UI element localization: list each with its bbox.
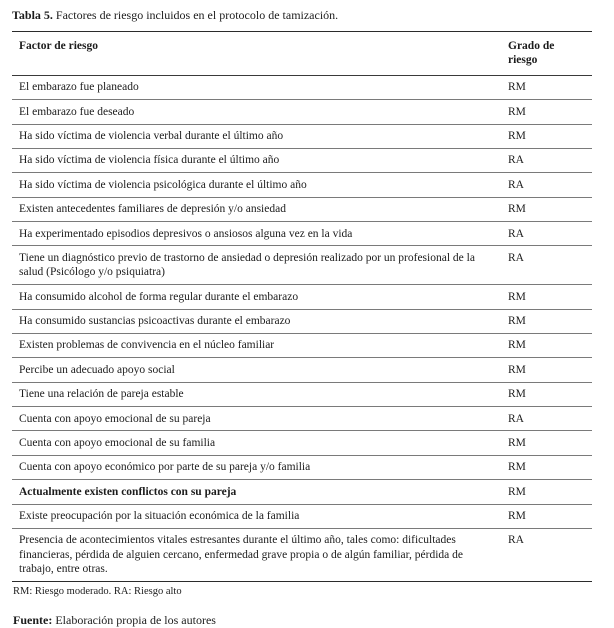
grade-cell: RM (501, 100, 592, 124)
table-row (12, 197, 592, 221)
source-line (13, 613, 602, 628)
header-grade: Grado de riesgo (501, 32, 592, 76)
table-row (12, 124, 592, 148)
risk-factors-table (12, 31, 592, 582)
table-caption (12, 8, 602, 23)
header-row (12, 32, 592, 76)
grade-cell: RM (501, 455, 592, 479)
table-row (12, 407, 592, 431)
factor-cell: Ha sido víctima de violencia física durante el último año (12, 148, 501, 172)
factor-cell: Ha consumido sustancias psicoactivas durante el embarazo (12, 309, 501, 333)
factor-cell: Ha experimentado episodios depresivos o ansiosos alguna vez en la vida (12, 222, 501, 246)
factor-cell: El embarazo fue planeado (12, 75, 501, 99)
grade-cell: RM (501, 358, 592, 382)
table-row (12, 358, 592, 382)
grade-cell: RA (501, 173, 592, 197)
grade-cell: RA (501, 407, 592, 431)
grade-cell: RM (501, 382, 592, 406)
table-footnote: RM: Riesgo moderado. RA: Riesgo alto (13, 586, 182, 597)
factor-cell: Ha sido víctima de violencia verbal durante el último año (12, 124, 501, 148)
grade-cell: RM (501, 504, 592, 528)
table-row (12, 309, 592, 333)
table-row (12, 382, 592, 406)
grade-cell: RM (501, 197, 592, 221)
grade-cell: RM (501, 124, 592, 148)
table-row (12, 173, 592, 197)
grade-cell: RM (501, 431, 592, 455)
table-row (12, 431, 592, 455)
grade-cell: RM (501, 75, 592, 99)
grade-cell: RM (501, 480, 592, 504)
factor-cell: Percibe un adecuado apoyo social (12, 358, 501, 382)
table-row (12, 504, 592, 528)
table-header (12, 32, 592, 76)
factor-cell: Ha sido víctima de violencia psicológica durante el último año (12, 173, 501, 197)
factor-cell: Existen problemas de convivencia en el núcleo familiar (12, 333, 501, 357)
table-row (12, 333, 592, 357)
table-row (12, 75, 592, 99)
table-row (12, 100, 592, 124)
table-row (12, 480, 592, 504)
table-caption-label: Tabla 5. (12, 8, 53, 22)
table-row (12, 455, 592, 479)
factor-cell: Cuenta con apoyo emocional de su pareja (12, 407, 501, 431)
table-row (12, 246, 592, 285)
table-row (12, 285, 592, 309)
table-row (12, 528, 592, 581)
source-text: Elaboración propia de los autores (52, 613, 216, 627)
factor-cell: El embarazo fue deseado (12, 100, 501, 124)
table-caption-text: Factores de riesgo incluidos en el protocolo de tamización. (52, 8, 339, 22)
factor-cell: Tiene un diagnóstico previo de trastorno de ansiedad o depresión realizado por un profesional de la salud (Psicólogo y/o psiquiatra) (12, 246, 501, 285)
grade-cell: RM (501, 309, 592, 333)
table-body (12, 75, 592, 581)
grade-cell: RA (501, 222, 592, 246)
header-factor: Factor de riesgo (12, 32, 501, 76)
grade-cell: RA (508, 534, 524, 547)
factor-cell: Actualmente existen conflictos con su pareja (12, 480, 501, 504)
table-row (12, 148, 592, 172)
source-label: Fuente: (13, 613, 53, 627)
grade-cell: RM (501, 285, 592, 309)
factor-cell: Existe preocupación por la situación económica de la familia (12, 504, 501, 528)
grade-cell: RA (501, 148, 592, 172)
grade-cell: RA (501, 246, 592, 285)
factor-cell: Cuenta con apoyo económico por parte de su pareja y/o familia (12, 455, 501, 479)
factor-cell: Ha consumido alcohol de forma regular durante el embarazo (12, 285, 501, 309)
factor-cell: Tiene una relación de pareja estable (12, 382, 501, 406)
table-row (12, 222, 592, 246)
factor-cell: Presencia de acontecimientos vitales estresantes durante el último año, tales como: dificultades financieras, pérdida de alguien cercano, enfermedad grave propia o de algún familiar, pérdida de trabajo, entre otras. (19, 534, 463, 576)
factor-cell: Existen antecedentes familiares de depresión y/o ansiedad (12, 197, 501, 221)
grade-cell: RM (501, 333, 592, 357)
factor-cell: Cuenta con apoyo emocional de su familia (12, 431, 501, 455)
